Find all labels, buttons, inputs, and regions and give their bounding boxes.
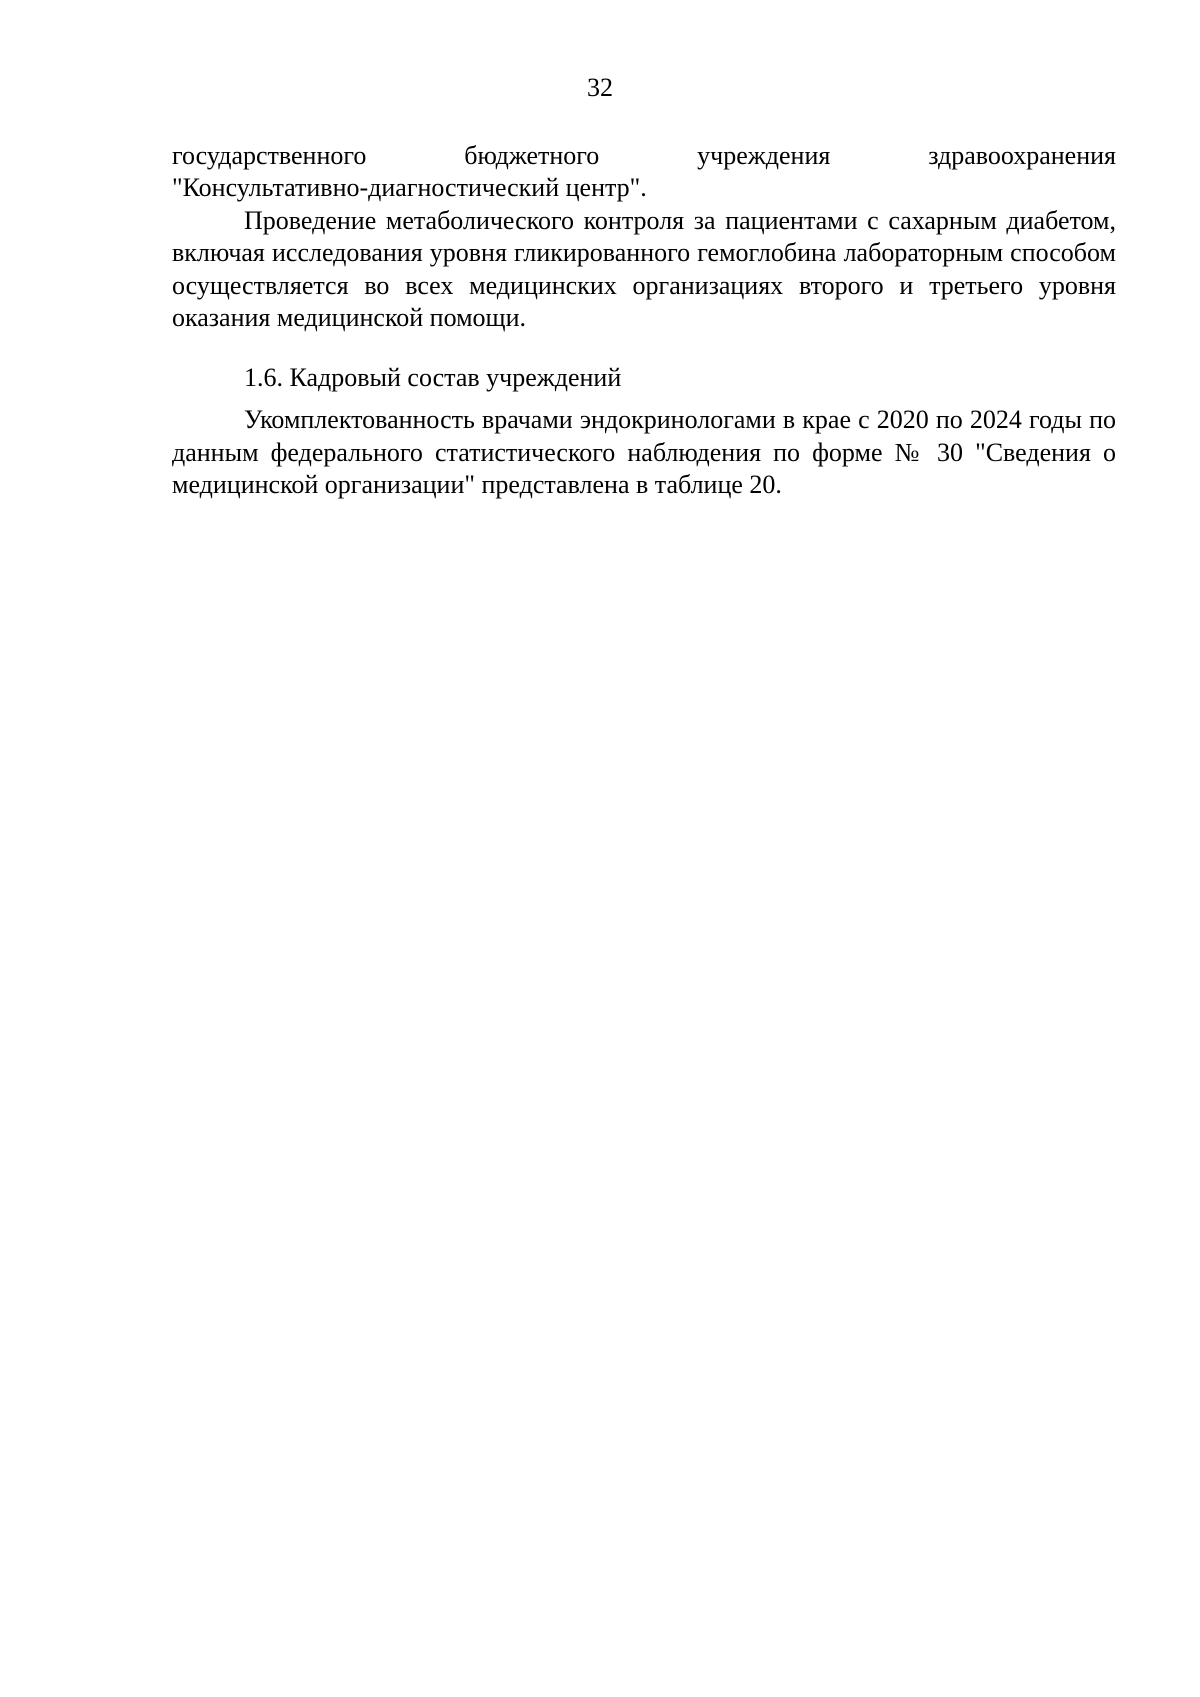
continuation-line-1: государственного бюджетного учреждения здравоохранения [172, 141, 1116, 170]
continuation-line-2: "Консультативно-диагностический центр". [172, 173, 647, 203]
document-body [172, 140, 1116, 502]
staffing-paragraph: Укомплектованность врачами эндокринологами в крае с 2020 по 2024 годы по данным федерального статистического наблюдения по форме № 30 "Сведения о медицинской организации" представлена в таблице 20. [172, 405, 1116, 500]
continuation-paragraph [172, 140, 1116, 205]
section-heading: 1.6. Кадровый состав учреждений [244, 363, 622, 393]
page-number: 32 [587, 73, 613, 102]
metabolic-control-paragraph: Проведение метаболического контроля за пациентами с сахарным диабетом, включая исследования уровня гликированного гемоглобина лабораторным способом осуществляется во всех медицинских организациях второго и третьего уровня оказания медицинской помощи. [172, 205, 1116, 333]
